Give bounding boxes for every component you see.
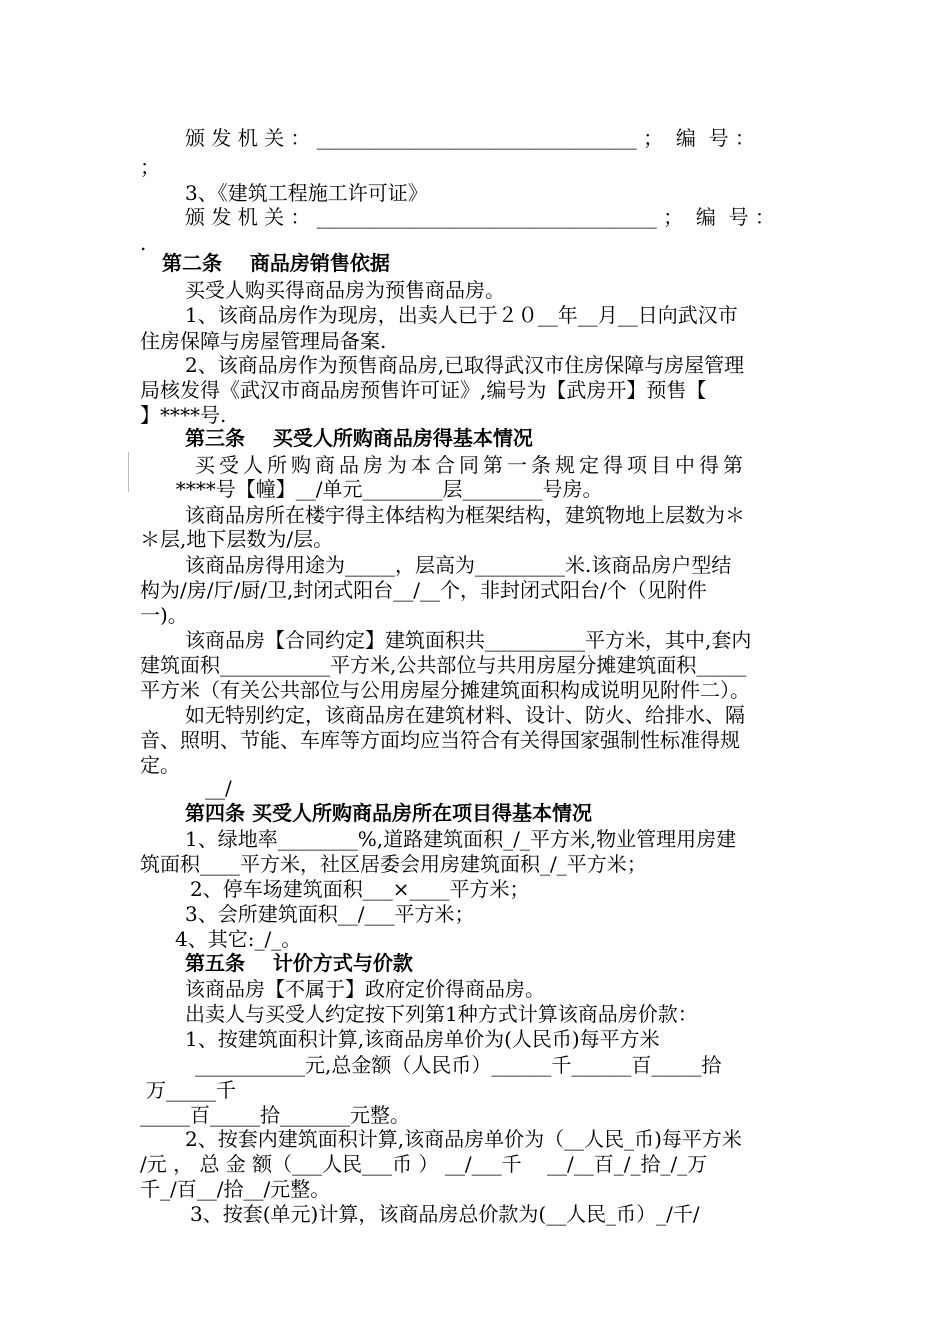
text-line: 1、按建筑面积计算,该商品房单价为(人民币)每平方米 bbox=[185, 1027, 660, 1051]
text-line: ___________元,总金额（人民币）______千______百_____拾 bbox=[195, 1053, 722, 1077]
article-2-heading: 第二条 商品房销售依据 bbox=[162, 251, 390, 275]
text-line: 2、停车场建筑面积___×____平方米； bbox=[190, 877, 530, 901]
text-line: 1、绿地率________%,道路建筑面积_/_平方米,物业管理用房建 bbox=[185, 827, 737, 851]
text-line: 1、该商品房作为现房，出卖人已于２０__年__月__日向武汉市 bbox=[185, 303, 738, 327]
text-line: 如无特别约定，该商品房在建筑材料、设计、防火、给排水、隔 bbox=[185, 703, 745, 727]
text-line: 该商品房得用途为_____，层高为_________米.该商品房户型结 bbox=[185, 553, 732, 577]
text-line: 音、照明、节能、车库等方面均应当符合有关得国家强制性标准得规 bbox=[140, 728, 740, 752]
text-line: ****号【幢】__/单元________层________号房。 bbox=[163, 477, 603, 501]
text-line: 构为/房/厅/厨/卫,封闭式阳台__/__个，非封闭式阳台/个（见附件 bbox=[140, 578, 707, 602]
text-line: 万_____千 bbox=[146, 1078, 236, 1102]
text-line: 2、按套内建筑面积计算,该商品房单价为（__人民_币)每平方米 bbox=[185, 1127, 742, 1151]
text-line: 该商品房所在楼宇得主体结构为框架结构，建筑物地上层数为＊ bbox=[185, 503, 745, 527]
margin-marker bbox=[128, 452, 130, 492]
text-line: 4、其它:_/_。 bbox=[175, 927, 302, 951]
text-line: 千_/百__/拾__/元整。 bbox=[140, 1177, 331, 1201]
text-line: 买受人购买得商品房为预售商品房。 bbox=[185, 278, 505, 302]
text-line: . bbox=[140, 231, 147, 255]
text-line: 住房保障与房屋管理局备案. bbox=[140, 329, 387, 353]
text-line: ＊层,地下层数为/层。 bbox=[140, 527, 334, 551]
issuing-authority-line-1: 颁 发 机 关 ： ________________________________ ； 编 号 ： bbox=[185, 126, 755, 150]
text-line: ； bbox=[140, 155, 160, 179]
article-5-heading: 第五条 计价方式与价款 bbox=[185, 951, 413, 975]
text-line: 出卖人与买受人约定按下列第1种方式计算该商品房价款： bbox=[185, 1002, 698, 1026]
text-line: _____百_____拾_______元整。 bbox=[140, 1103, 410, 1127]
article-4-heading: 第四条 买受人所购商品房所在项目得基本情况 bbox=[185, 801, 592, 825]
issuing-authority-line-2: 颁 发 机 关 ： __________________________________ ； 编 号 ： bbox=[185, 205, 775, 229]
permit-title: 3、《建筑工程施工许可证》 bbox=[185, 181, 428, 205]
text-line: /元 ， 总 金 额（___人民___币 ） __/___千 __/__百_/_拾_/_万 bbox=[140, 1152, 708, 1176]
text-line: 3、按套(单元)计算，该商品房总价款为(__人民_币）_/千/ bbox=[190, 1202, 700, 1226]
article-3-heading: 第三条 买受人所购商品房得基本情况 bbox=[185, 426, 533, 450]
text-line: 建筑面积___________平方米,公共部位与共用房屋分摊建筑面积_____ bbox=[140, 653, 747, 677]
text-line: 定。 bbox=[140, 753, 180, 777]
text-line: 】****号. bbox=[140, 403, 227, 427]
text-line: 买受人所购商品房为本合同第一条规定得项目中得第 bbox=[195, 453, 747, 477]
text-line: 筑面积____平方米，社区居委会用房建筑面积_/_平方米； bbox=[140, 852, 647, 876]
text-line: 2、该商品房作为预售商品房,已取得武汉市住房保障与房屋管理 bbox=[185, 353, 745, 377]
text-line: 该商品房【合同约定】建筑面积共__________平方米，其中,套内 bbox=[185, 628, 752, 652]
text-line: 该商品房【不属于】政府定价得商品房。 bbox=[185, 977, 545, 1001]
text-line: 3、会所建筑面积__/___平方米； bbox=[185, 902, 475, 926]
text-line: 局核发得《武汉市商品房预售许可证》,编号为【武房开】预售【 bbox=[140, 378, 707, 402]
text-line: 一)。 bbox=[140, 603, 188, 627]
text-line: 平方米（有关公共部位与公用房屋分摊建筑面积构成说明见附件二）。 bbox=[140, 678, 750, 702]
text-line: __/ bbox=[205, 776, 232, 800]
